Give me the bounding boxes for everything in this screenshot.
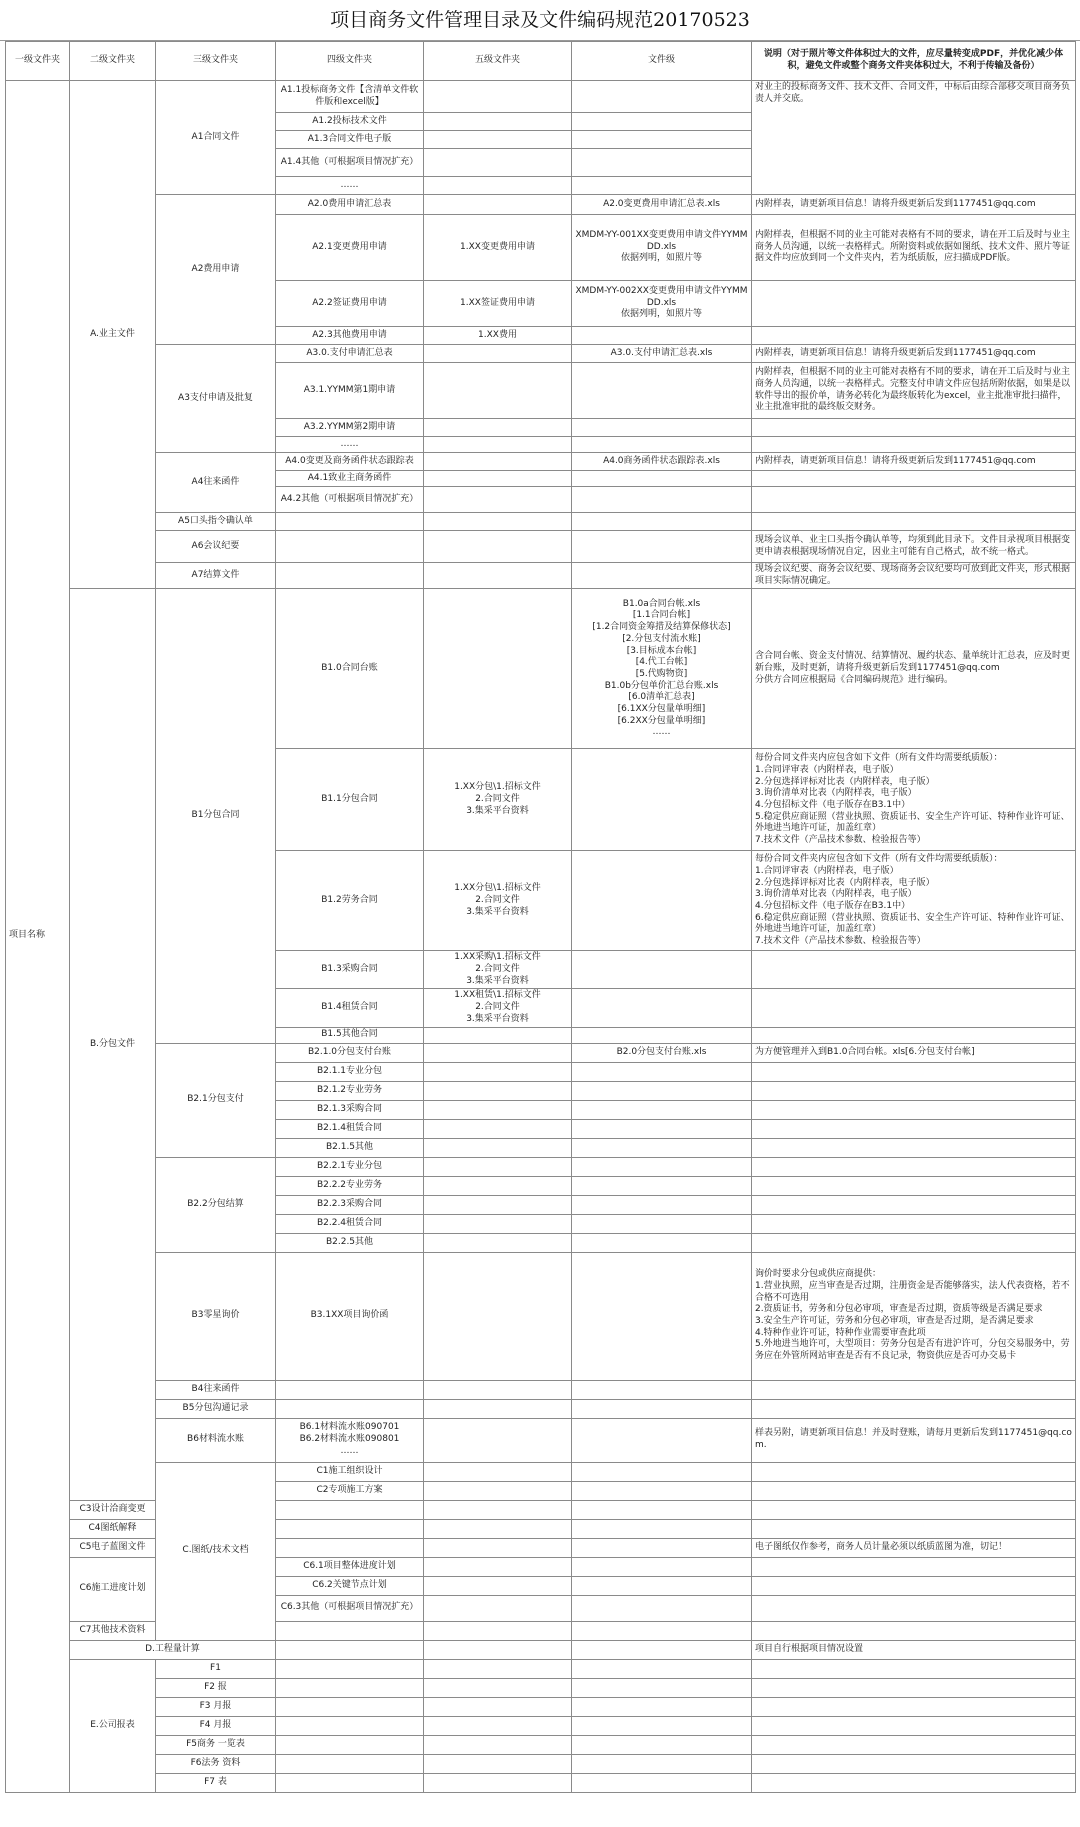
level5-A2-2: 1.XX签证费用申请 <box>424 281 572 327</box>
level5-B1-2: 1.XX分包\1.招标文件 2.合同文件 3.集采平台资料 <box>424 851 572 951</box>
table-row <box>6 1252 1076 1380</box>
level4-B2-2-3: B2.2.3采购合同 <box>276 1195 424 1214</box>
table-row <box>6 345 1076 363</box>
file-B2-1-0: B2.0分包支付台账.xls <box>572 1043 752 1062</box>
table-row <box>6 513 1076 531</box>
note-A3-1: 内附样表，但根据不同的业主可能对表格有不同的要求，请在开工后及时与业主商务人员沟通，以统一表格样式。完整支付申请文件应包括所附依据，如果是以软件导出的报价单，请务必转化为最终版转化为excel，业主批准审批扫描件，业主批准审批的最终版交财务。 <box>752 363 1076 419</box>
f5-rest: 一览表 <box>217 1738 245 1749</box>
level3-B2-1: B2.1分包支付 <box>156 1043 276 1157</box>
note-B1-0: 含合同台帐、资金支付情况、结算情况、履约状态、量单统计汇总表，应及时更新台账，及时更新，请将升级更新后发到1177451@qq.com 分供方合同应根据局《合同编码规范》进行编码。 <box>752 589 1076 749</box>
table-row <box>6 1399 1076 1418</box>
table-row <box>6 1462 1076 1481</box>
level3-F6 <box>156 1754 276 1773</box>
level5-A2-1: 1.XX变更费用申请 <box>424 215 572 281</box>
level4-B2-2-2: B2.2.2专业劳务 <box>276 1176 424 1195</box>
level4-B2-1-3: B2.1.3采购合同 <box>276 1100 424 1119</box>
table-row <box>6 1640 1076 1659</box>
table-row <box>6 1157 1076 1176</box>
level3-C1: C1施工组织设计 <box>276 1462 424 1481</box>
level3-F5 <box>156 1735 276 1754</box>
level4-A4-2: A4.2其他（可根据项目情况扩充） <box>276 487 424 513</box>
level5-B1-3: 1.XX采购\1.招标文件 2.合同文件 3.集采平台资料 <box>424 951 572 989</box>
level4-B1-1: B1.1分包合同 <box>276 749 424 851</box>
level3-B2-2: B2.2分包结算 <box>156 1157 276 1252</box>
level4-A4-0: A4.0变更及商务函件状态跟踪表 <box>276 453 424 471</box>
table-row <box>6 1754 1076 1773</box>
level4-C6-1: C6.1项目整体进度计划 <box>276 1557 424 1576</box>
level4-B1-2: B1.2劳务合同 <box>276 851 424 951</box>
table-row <box>6 81 1076 113</box>
level4-B2-2-5: B2.2.5其他 <box>276 1233 424 1252</box>
level4-A3-0: A3.0.支付申请汇总表 <box>276 345 424 363</box>
level3-F7 <box>156 1773 276 1792</box>
level4-A1-2: A1.2投标技术文件 <box>276 113 424 131</box>
header-note: 说明（对于照片等文件体积过大的文件，应尽量转变成PDF，并优化减少体积，避免文件或整个商务文件夹体积过大，不利于传输及备份） <box>752 42 1076 81</box>
level3-B3: B3零星询价 <box>156 1252 276 1380</box>
table-row <box>6 453 1076 471</box>
table-row <box>6 1716 1076 1735</box>
header-l2: 二级文件夹 <box>70 42 156 81</box>
file-A2-2: XMDM-YY-002XX变更费用申请文件YYMMDD.xls 依据列明，如照片等 <box>572 281 752 327</box>
level2-E: E.公司报表 <box>70 1659 156 1792</box>
level4-B1-4: B1.4租赁合同 <box>276 989 424 1027</box>
note-B3: 询价时要求分包或供应商提供： 1.营业执照，应当审查是否过期，注册资金是否能够落实，法人代表资格，若不合格不可选用 2.资质证书，劳务和分包必审项，审查是否过期，资质等级是否满足要求 3.安全生产许可证，劳务和分包必审项，审查是否过期，是否满足要求 4.特种作业许可证，特种作业需要审查此项 5.外地进当地许可，大型项目：劳务分包是否有进沪许可，分包交易服务中，劳务应在外管所网站审查是否有不良记录，物资供应是否可办交易卡 <box>752 1252 1076 1380</box>
file-A3-0: A3.0.支付申请汇总表.xls <box>572 345 752 363</box>
note-A3-0: 内附样表，请更新项目信息！请将升级更新后发到1177451@qq.com <box>752 345 1076 363</box>
table-row <box>6 1043 1076 1062</box>
level4-A2-2: A2.2签证费用申请 <box>276 281 424 327</box>
level4-B2-1-0: B2.1.0分包支付台账 <box>276 1043 424 1062</box>
level4-A1-dots: …… <box>276 177 424 195</box>
level4-A3-dots: …… <box>276 437 424 453</box>
f5-label: F5商务 <box>186 1738 215 1749</box>
file-A4-0: A4.0商务函件状态跟踪表.xls <box>572 453 752 471</box>
level4-B1-5: B1.5其他合同 <box>276 1027 424 1043</box>
level4-A4-1: A4.1致业主商务函件 <box>276 471 424 487</box>
directory-table <box>5 41 1076 1793</box>
file-A2-0: A2.0变更费用申请汇总表.xls <box>572 195 752 215</box>
f7-label: F7 <box>204 1776 215 1787</box>
level3-C3: C3设计洽商变更 <box>70 1500 156 1519</box>
level3-C2: C2专项施工方案 <box>276 1481 424 1500</box>
table-row <box>6 589 1076 749</box>
level4-B2-1-4: B2.1.4租赁合同 <box>276 1119 424 1138</box>
header-l3: 三级文件夹 <box>156 42 276 81</box>
level5-B1-1: 1.XX分包\1.招标文件 2.合同文件 3.集采平台资料 <box>424 749 572 851</box>
note-B1-2: 每份合同文件夹内应包含如下文件（所有文件均需要纸质版）： 1.合同评审表（内附样表，电子版） 2.分包选择评标对比表（内附样表，电子版） 3.询价清单对比表（内附样表，电子版） 4.分包招标文件（电子版存在B3.1中） 6.稳定供应商证照（营业执照、资质证书、安全生产许可证、特种作业许可证、外地进当地许可证，加盖红章） 7.技术文件（产品技术参数、检验报告等） <box>752 851 1076 951</box>
note-A7: 现场会议纪要、商务会议纪要、现场商务会议纪要均可放到此文件夹，形式根据项目实际情况确定。 <box>752 563 1076 589</box>
level3-F1: F1 <box>156 1659 276 1678</box>
level4-A1-3: A1.3合同文件电子版 <box>276 131 424 149</box>
f6-rest: 资料 <box>222 1757 241 1768</box>
level4-A3-1: A3.1.YYMM第1期申请 <box>276 363 424 419</box>
table-row <box>6 563 1076 589</box>
level4-B1-3: B1.3采购合同 <box>276 951 424 989</box>
table-row <box>6 531 1076 563</box>
header-l1: 一级文件夹 <box>6 42 70 81</box>
level3-B4: B4往来函件 <box>156 1380 276 1399</box>
level3-A5: A5口头指令确认单 <box>156 513 276 531</box>
file-B1-0: B1.0a合同台帐.xls [1.1合同台帐] [1.2合同资金筹措及结算保修状态] [2.分包支付流水账] [3.目标成本台帐] [4.代工台帐] [5.代购物资] B1.0b分包单价汇总台账.xls [6.0清单汇总表] [6.1XX分包量单明细] [6.2XX分包量单明细] …… <box>572 589 752 749</box>
header-row <box>6 42 1076 81</box>
level2-A: A.业主文件 <box>70 81 156 589</box>
note-A2-0: 内附样表，请更新项目信息！请将升级更新后发到1177451@qq.com <box>752 195 1076 215</box>
f3-rest: 月报 <box>213 1700 232 1711</box>
table-row <box>6 1659 1076 1678</box>
level3-C4: C4图纸解释 <box>70 1519 156 1538</box>
level2-C: C.图纸/技术文档 <box>156 1462 276 1640</box>
level2-B: B.分包文件 <box>70 589 156 1500</box>
note-C5: 电子图纸仅作参考，商务人员计量必须以纸质蓝图为准，切记！ <box>752 1538 1076 1557</box>
level4-B2-2-4: B2.2.4租赁合同 <box>276 1214 424 1233</box>
level3-C5: C5电子蓝图文件 <box>70 1538 156 1557</box>
level4-B1-0: B1.0合同台账 <box>276 589 424 749</box>
table-row <box>6 1773 1076 1792</box>
level4-C6-3: C6.3其他（可根据项目情况扩充） <box>276 1595 424 1621</box>
table-row <box>6 1697 1076 1716</box>
level3-B5: B5分包沟通记录 <box>156 1399 276 1418</box>
level4-B2-1-5: B2.1.5其他 <box>276 1138 424 1157</box>
level5-B1-4: 1.XX租赁\1.招标文件 2.合同文件 3.集采平台资料 <box>424 989 572 1027</box>
note-B2-1-0: 为方便管理并入到B1.0合同台帐。xls[6.分包支付台帐] <box>752 1043 1076 1062</box>
level4-A1-1: A1.1投标商务文件【含清单文件软件版和excel版】 <box>276 81 424 113</box>
level3-A3: A3支付申请及批复 <box>156 345 276 453</box>
note-A1: 对业主的投标商务文件、技术文件、合同文件，中标后由综合部移交项目商务负责人并交底。 <box>752 81 1076 195</box>
f4-rest: 月报 <box>213 1719 232 1730</box>
f3-label: F3 <box>199 1700 211 1711</box>
table-row <box>6 1418 1076 1462</box>
note-D: 项目自行根据项目情况设置 <box>752 1640 1076 1659</box>
note-A2-1: 内附样表，但根据不同的业主可能对表格有不同的要求，请在开工后及时与业主商务人员沟通，以统一表格样式。所附资料或依据如图纸、技术文件、照片等证据文件均应放到同一个文件夹内，若为纸质版，应扫描成PDF版。 <box>752 215 1076 281</box>
level3-A4: A4往来函件 <box>156 453 276 513</box>
level4-B3-1: B3.1XX项目询价函 <box>276 1252 424 1380</box>
level3-A6: A6会议纪要 <box>156 531 276 563</box>
level3-B6: B6材料流水账 <box>156 1418 276 1462</box>
level3-F3 <box>156 1697 276 1716</box>
level4-A2-0: A2.0费用申请汇总表 <box>276 195 424 215</box>
level4-A3-2: A3.2.YYMM第2期申请 <box>276 419 424 437</box>
level3-A2: A2费用申请 <box>156 195 276 345</box>
level3-C7: C7其他技术资料 <box>70 1621 156 1640</box>
header-l4: 四级文件夹 <box>276 42 424 81</box>
level1-cell: 项目名称 <box>6 81 70 1793</box>
level4-A1-4: A1.4其他（可根据项目情况扩充） <box>276 149 424 177</box>
level3-F4 <box>156 1716 276 1735</box>
level4-B2-2-1: B2.2.1专业分包 <box>276 1157 424 1176</box>
note-A4-0: 内附样表，请更新项目信息！请将升级更新后发到1177451@qq.com <box>752 453 1076 471</box>
level4-C6-2: C6.2关键节点计划 <box>276 1576 424 1595</box>
f7-rest: 表 <box>217 1776 227 1787</box>
f2-label: F2 <box>204 1681 215 1692</box>
level3-C6: C6施工进度计划 <box>70 1557 156 1621</box>
level3-A7: A7结算文件 <box>156 563 276 589</box>
level3-B1: B1分包合同 <box>156 589 276 1043</box>
note-B6: 样表另附，请更新项目信息！并及时登账，请每月更新后发到1177451@qq.com. <box>752 1418 1076 1462</box>
level4-A2-3: A2.3其他费用申请 <box>276 327 424 345</box>
note-B1-1: 每份合同文件夹内应包含如下文件（所有文件均需要纸质版）： 1.合同评审表（内附样表，电子版） 2.分包选择评标对比表（内附样表，电子版） 3.询价清单对比表（内附样表，电子版） 4.分包招标文件（电子版存在B3.1中） 5.稳定供应商证照（营业执照、资质证书、安全生产许可证、特种作业许可证、外地进当地许可证，加盖红章） 7.技术文件（产品技术参数、检验报告等） <box>752 749 1076 851</box>
level4-B2-1-2: B2.1.2专业劳务 <box>276 1081 424 1100</box>
level4-A2-1: A2.1变更费用申请 <box>276 215 424 281</box>
table-row <box>6 1735 1076 1754</box>
table-row <box>6 1380 1076 1399</box>
page-title: 项目商务文件管理目录及文件编码规范20170523 <box>0 0 1080 41</box>
level3-F2 <box>156 1678 276 1697</box>
level2-D: D.工程量计算 <box>70 1640 276 1659</box>
f4-label: F4 <box>199 1719 211 1730</box>
level5-A2-3: 1.XX费用 <box>424 327 572 345</box>
table-row <box>6 195 1076 215</box>
level4-B2-1-1: B2.1.1专业分包 <box>276 1062 424 1081</box>
f6-label: F6法务 <box>190 1757 220 1768</box>
note-A6: 现场会议单、业主口头指令确认单等，均须到此目录下。文件目录视项目根据变更申请表根据现场情况自定，因业主可能有自己格式，故不统一格式。 <box>752 531 1076 563</box>
level3-A1: A1合同文件 <box>156 81 276 195</box>
table-row <box>6 1678 1076 1697</box>
header-l5: 五级文件夹 <box>424 42 572 81</box>
header-file: 文件级 <box>572 42 752 81</box>
file-A2-1: XMDM-YY-001XX变更费用申请文件YYMMDD.xls 依据列明，如照片等 <box>572 215 752 281</box>
f2-rest: 报 <box>217 1681 227 1692</box>
level4-B6: B6.1材料流水账090701 B6.2材料流水账090801 …… <box>276 1418 424 1462</box>
